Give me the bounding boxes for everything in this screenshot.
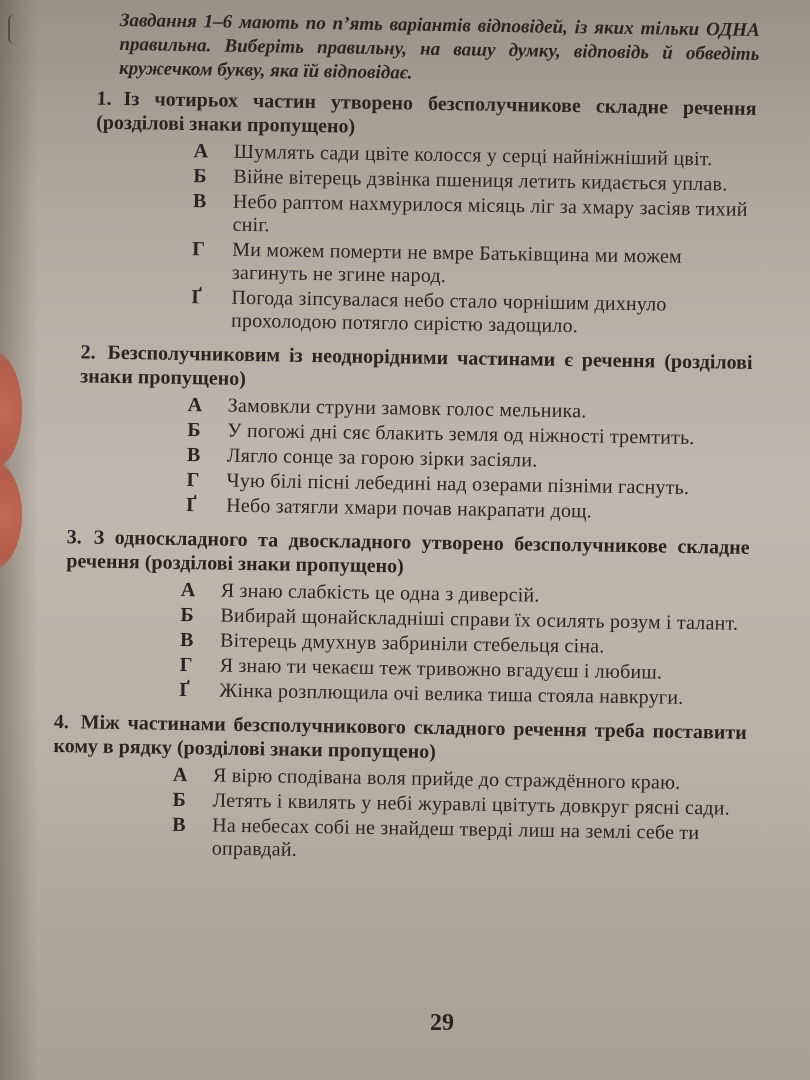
answer-option[interactable]	[192, 190, 755, 245]
page-number: 29	[430, 1010, 454, 1036]
task-number: 2.	[80, 341, 96, 364]
option-text: Погода зіпсувалася небо стало чорнішим дихнуло прохолодою потягло сирістю задощило.	[230, 286, 667, 338]
option-text: Вибирай щонайскладніші справи їх осилять розум і талант.	[220, 604, 739, 635]
answer-option[interactable]	[191, 286, 754, 341]
option-text: Чую білі пісні лебедині над озерами пізніми гаснуть.	[226, 469, 690, 499]
answer-option[interactable]	[172, 814, 746, 869]
answer-options	[172, 764, 746, 869]
option-text: Війне вітерець дзвінка пшениця летить кидається уплав.	[233, 165, 728, 196]
option-text: Ми можем померти не вмре Батьківщина ми можем загинуть не згине народ.	[231, 238, 683, 288]
option-letter: Ґ	[179, 678, 190, 702]
option-letter: А	[180, 578, 196, 602]
task-number: 4.	[53, 710, 69, 734]
option-letter: Б	[187, 419, 201, 442]
option-text: Небо раптом нахмурилося місяць ліг за хмару засіяв тихий сніг.	[232, 190, 748, 237]
option-text: Летять і квилять у небі журавлі цвітуть довкруг рясні сади.	[212, 789, 731, 820]
task-2	[78, 340, 753, 526]
option-text: Небо затягли хмари почав накрапати дощ.	[226, 494, 593, 523]
option-text: На небесах собі не знайдеш тверді лиш на землі себе ти оправдай.	[211, 814, 700, 861]
task-1	[93, 87, 757, 341]
option-text: У погожі дні сяє блакить земля од ніжності тремтить.	[227, 419, 695, 450]
task-4	[52, 710, 747, 869]
option-letter: А	[193, 140, 209, 163]
option-letter: Г	[186, 469, 200, 492]
option-text: Шумлять сади цвіте колосся у серці найніжніший цвіт.	[233, 140, 713, 171]
option-letter: Г	[192, 238, 206, 261]
task-text: Між частинами безсполучникового складного речення треба поставити кому в рядку (розділові знаки пропущено)	[53, 711, 747, 763]
option-letter: В	[179, 628, 194, 652]
task-number: 1.	[96, 87, 112, 110]
printed-page	[46, 8, 759, 879]
task-question	[96, 87, 757, 145]
task-text: Безсполучниковим із неоднорідними частинами є речення (розділові знаки пропущено)	[80, 341, 753, 390]
answer-options	[186, 394, 752, 526]
option-letter: Г	[179, 653, 193, 677]
option-text: Замовкли струни замовк голос мельника.	[227, 394, 587, 423]
answer-options	[191, 140, 756, 341]
answer-options	[179, 579, 749, 711]
option-letter: Б	[180, 603, 194, 627]
task-3	[64, 525, 750, 711]
task-text: Із чотирьох частин утворено безсполучникове складне речення (розділові знаки пропущено)	[96, 88, 757, 138]
answer-option[interactable]	[192, 238, 755, 293]
option-letter: Б	[172, 788, 186, 812]
option-text: Лягло сонце за горою зірки засіяли.	[226, 444, 538, 472]
option-letter: В	[172, 813, 186, 837]
option-text: Я знаю ти чекаєш теж тривожно вгадуєш і любиш.	[219, 654, 663, 684]
option-letter: Ґ	[191, 286, 203, 309]
task-instruction: Завдання 1–6 мають по п’ять варіантів відповідей, із яких тільки ОДНА правильна. Виберіть правильну, на вашу думку, відповідь й обведіть кружечком букву, яка їй відповідає.	[118, 9, 760, 84]
task-number: 3.	[66, 526, 82, 549]
option-letter: Ґ	[186, 494, 197, 517]
option-letter: Б	[193, 165, 207, 188]
option-text: Я знаю слабкість це одна з диверсій.	[220, 579, 540, 607]
page-corner-mark	[8, 14, 18, 44]
task-question	[80, 340, 753, 399]
option-letter: А	[187, 394, 203, 417]
option-text: Жінка розплющила очі велика тиша стояла навкруги.	[219, 679, 684, 709]
option-text: Я вірю сподівана воля прийде до страждённого краю.	[212, 764, 681, 794]
task-question	[53, 710, 747, 769]
option-text: Вітерець дмухнув забриніли стебельця сіна.	[219, 629, 605, 658]
task-question	[66, 525, 750, 584]
option-letter: А	[172, 763, 188, 787]
option-letter: В	[192, 190, 207, 213]
task-text: З односкладного та двоскладного утворено безсполучникове складне речення (розділові знаки пропущено)	[66, 526, 750, 578]
option-letter: В	[186, 444, 201, 467]
